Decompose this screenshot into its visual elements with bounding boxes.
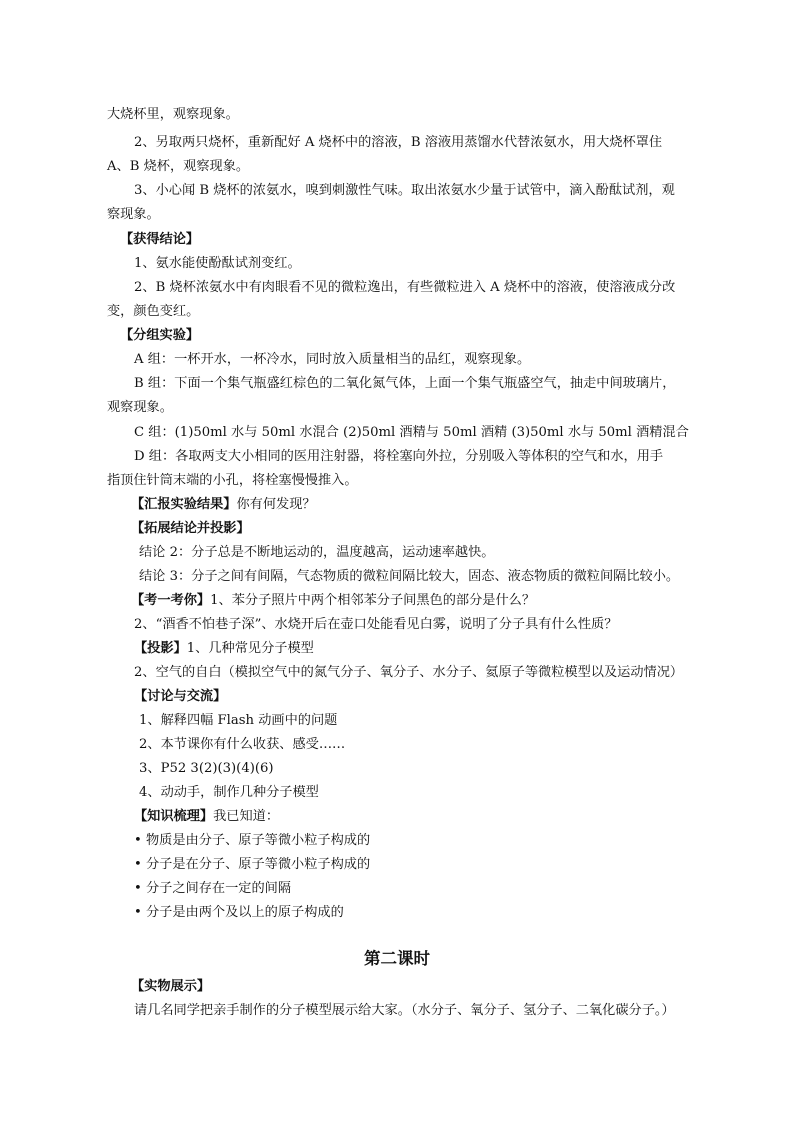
heading-text: 你有何发现？ xyxy=(236,497,316,512)
heading-line xyxy=(134,808,279,826)
heading-text: 1、几种常见分子模型 xyxy=(186,641,314,656)
section-heading: 【获得结论】 xyxy=(120,232,200,247)
heading-text: 1、苯分子照片中两个相邻苯分子间黑色的部分是什么？ xyxy=(210,593,536,608)
section-heading: 【分组实验】 xyxy=(120,328,200,343)
text-line: 2、本节课你有什么收获、感受…… xyxy=(139,737,346,752)
text-line: A 组：一杯开水，一杯冷水，同时放入质量相当的品红，观察现象。 xyxy=(134,352,531,367)
text-line: 结论 2：分子总是不断地运动的，温度越高，运动速率越快。 xyxy=(139,545,495,560)
text-line: 2、B 烧杯浓氨水中有肉眼看不见的微粒逸出，有些微粒进入 A 烧杯中的溶液，使溶液成分改 xyxy=(134,280,676,295)
list-item: • 分子之间存在一定的间隔 xyxy=(134,881,292,896)
text-line: 变，颜色变红。 xyxy=(107,304,200,319)
section-heading: 【投影】 xyxy=(134,641,187,656)
text-line: 结论 3：分子之间有间隔，气态物质的微粒间隔比较大，固态、液态物质的微粒间隔比较小。 xyxy=(139,569,680,584)
list-item: • 分子是由两个及以上的原子构成的 xyxy=(134,905,344,920)
list-item: • 分子是在分子、原子等微小粒子构成的 xyxy=(134,857,371,872)
text-line: B 组：下面一个集气瓶盛红棕色的二氧化氮气体，上面一个集气瓶盛空气，抽走中间玻璃片， xyxy=(134,376,676,391)
list-item: • 物质是由分子、原子等微小粒子构成的 xyxy=(134,833,371,848)
text-line: 察现象。 xyxy=(107,207,160,222)
text-line: 2、另取两只烧杯，重新配好 A 烧杯中的溶液，B 溶液用蒸馏水代替浓氨水，用大烧杯罩住 xyxy=(134,135,663,150)
section-heading: 【讨论与交流】 xyxy=(134,689,227,704)
text-line: 1、氨水能使酚酞试剂变红。 xyxy=(134,256,301,271)
text-line: 2、空气的自白（模拟空气中的氮气分子、氧分子、水分子、氦原子等微粒模型以及运动情况） xyxy=(134,665,684,680)
text-line: 4、动动手，制作几种分子模型 xyxy=(139,785,319,800)
text-line: 1、解释四幅 Flash 动画中的问题 xyxy=(139,713,338,728)
section-heading: 【拓展结论并投影】 xyxy=(131,521,250,536)
text-line: 请几名同学把亲手制作的分子模型展示给大家。（水分子、氧分子、氢分子、二氧化碳分子。） xyxy=(134,1003,675,1018)
text-line: A、B 烧杯，观察现象。 xyxy=(107,159,250,174)
heading-line xyxy=(131,496,316,514)
text-line: 指顶住针筒末端的小孔，将栓塞慢慢推入。 xyxy=(107,473,358,488)
lesson-title: 第二课时 xyxy=(364,949,430,968)
section-heading: 【实物展示】 xyxy=(131,979,211,994)
text-line: 3、P52 3(2)(3)(4)(6) xyxy=(139,761,274,776)
text-line: 2、“酒香不怕巷子深”、水烧开后在壶口处能看见白雾，说明了分子具有什么性质？ xyxy=(134,617,618,632)
section-heading: 【考一考你】 xyxy=(131,593,211,608)
heading-line xyxy=(134,640,314,658)
text-line: C 组：(1)50ml 水与 50ml 水混合 (2)50ml 酒精与 50ml 酒精 (3)50ml 水与 50ml 酒精混合 xyxy=(134,425,689,440)
text-line: D 组：各取两支大小相同的医用注射器，将栓塞向外拉，分别吸入等体积的空气和水，用手 xyxy=(134,449,664,464)
text-line: 大烧杯里，观察现象。 xyxy=(107,107,239,122)
text-line: 观察现象。 xyxy=(107,400,173,415)
section-heading: 【汇报实验结果】 xyxy=(131,497,237,512)
text-line: 3、小心闻 B 烧杯的浓氨水，嗅到刺激性气味。取出浓氨水少量于试管中，滴入酚酞试剂，观 xyxy=(134,183,675,198)
heading-text: 我已知道： xyxy=(213,809,280,824)
section-heading: 【知识梳理】 xyxy=(134,809,214,824)
heading-line xyxy=(131,592,535,610)
